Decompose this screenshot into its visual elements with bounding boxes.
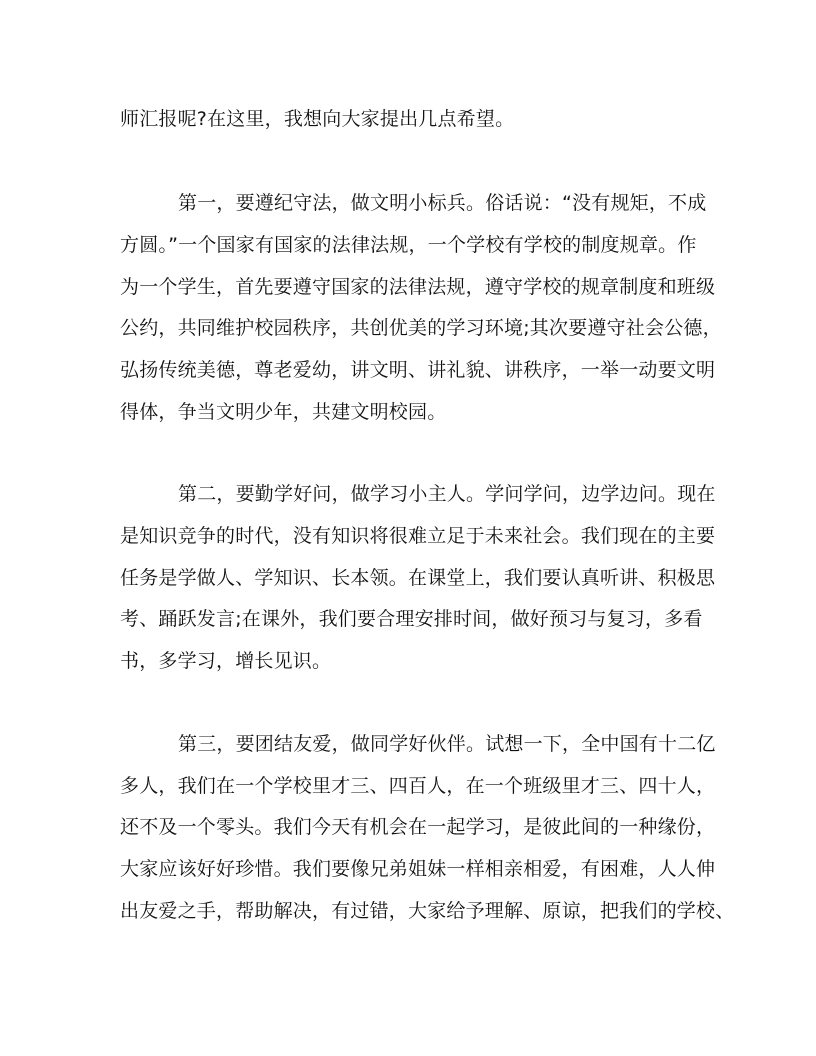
- paragraph-1-line-3: 为一个学生，首先要遵守国家的法律法规，遵守学校的规章制度和班级: [120, 276, 716, 298]
- paragraph-3-line-5: 出友爱之手，帮助解决，有过错，大家给予理解、原谅，把我们的学校、: [120, 900, 735, 922]
- paragraph-2-line-1: 第二，要勤学好问，做学习小主人。学问学问，边学边问。现在: [178, 483, 716, 505]
- paragraph-2-line-4: 考、踊跃发言;在课外，我们要合理安排时间，做好预习与复习，多看: [120, 608, 703, 630]
- paragraph-intro-line-1: 师汇报呢?在这里，我想向大家提出几点希望。: [120, 108, 515, 130]
- paragraph-1-line-2: 方圆。”一个国家有国家的法律法规，一个学校有学校的制度规章。作: [120, 234, 697, 256]
- paragraph-3-line-3: 还不及一个零头。我们今天有机会在一起学习，是彼此间的一种缘份，: [120, 816, 716, 838]
- paragraph-1-line-1: 第一，要遵纪守法，做文明小标兵。俗话说：“没有规矩，不成: [178, 192, 707, 214]
- paragraph-2-line-5: 书，多学习，增长见识。: [120, 650, 332, 672]
- paragraph-2-line-3: 任务是学做人、学知识、长本领。在课堂上，我们要认真听讲、积极思: [120, 567, 716, 589]
- paragraph-3-line-1: 第三，要团结友爱，做同学好伙伴。试想一下，全中国有十二亿: [178, 733, 716, 755]
- paragraph-3-line-4: 大家应该好好珍惜。我们要像兄弟姐妹一样相亲相爱，有困难，人人伸: [120, 858, 716, 880]
- paragraph-1-line-4: 公约，共同维护校园秩序，共创优美的学习环境;其次要遵守社会公德，: [120, 317, 722, 339]
- paragraph-3-line-2: 多人，我们在一个学校里才三、四百人，在一个班级里才三、四十人，: [120, 775, 716, 797]
- paragraph-1-line-6: 得体，争当文明少年，共建文明校园。: [120, 401, 447, 423]
- paragraph-1-line-5: 弘扬传统美德，尊老爱幼，讲文明、讲礼貌、讲秩序，一举一动要文明: [120, 359, 716, 381]
- paragraph-2-line-2: 是知识竞争的时代，没有知识将很难立足于未来社会。我们现在的主要: [120, 525, 716, 547]
